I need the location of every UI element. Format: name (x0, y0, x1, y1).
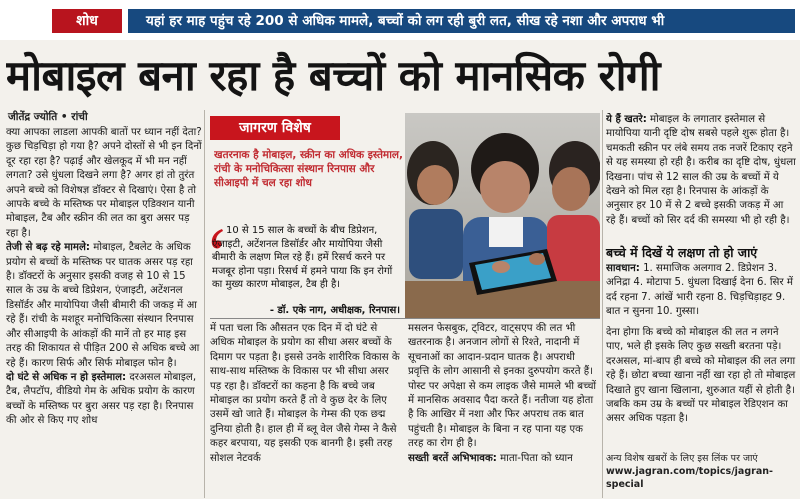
intro-paragraph: क्या आपका लाडला आपकी बातों पर ध्यान नहीं देता? कुछ चिड़चिड़ा हो गया है? अपने दोस्तों से भी इन दिनों दूर रहा रहा है? पढ़ाई और खेलकूद में भी मन नहीं लगता? उसे धुंधला दिखने लगा है? अगर हां तो तुरंत अपने बच्चे को विशेषज्ञ डॉक्टर से दिखाएं। ऐसा है तो आपके बच्चे के मस्तिष्क पर मोबाइल एडिक्शन यानी मोबाइल, टैब और स्क्रीन की लत का बुरा असर पड़ रहा है। (6, 127, 202, 239)
promo-link[interactable]: www.jagran.com/topics/jagran-special (606, 466, 773, 490)
paragraph-cases: मोबाइल, टैबलेट के अधिक प्रयोग से बच्चों के मस्तिष्क पर घातक असर पड़ रहा है। डॉक्टरों के अनुसार इसकी वजह से 10 से 15 साल के उम्र के बच्चे डिप्रेशन, एंजाइटी, अटेंशनल डिसॉर्डर और मायोपिया जैसी बीमारी की जकड़ में आ रहे हैं। रांची के मशहूर मनोचिकित्सा संस्थान रिनपास और सीआइपी के आंकड़ों की मानें तो हर माह इस तरह की शिकायत से पीड़ित 200 से अधिक बच्चे आ रहे हैं। कारण सिर्फ और सिर्फ मोबाइल फोन है। (6, 242, 200, 369)
paragraph-col2: में पता चला कि औसतन एक दिन में दो घंटे से अधिक मोबाइल के प्रयोग का सीधा असर बच्चों के दिमाग पर पड़ता है। इससे उनके शारीरिक विकास के साथ-साथ मस्तिष्क के विकास पर भी सीधा असर पड़ रहा है। डॉक्टरों का कहना है कि बच्चे जब मोबाइल का प्रयोग करते हैं तो वे कुछ देर के लिए उसमें खो जाते हैं। मोबाइल के गेम्स की एक छद्म दुनिया होती है। हाल ही में ब्लू वेल जैसे गेम्स ने कैसे कहर बरपाया, यह इसकी एक बानगी है। इसी तरह सोशल नेटवर्क (210, 323, 400, 464)
panel-bottom-rule (210, 318, 600, 319)
paragraph-dangers: मोबाइल के लगातार इस्तेमाल से मायोपिया यानी दृष्टि दोष सबसे पहले शुरू होता है। चमकती स्क्रीन पर लंबे समय तक नजरें टिकाए रहने से यह समस्या हो रही है। करीब का दृष्टि दोष, धुंधला दिखना। पांच से 12 साल की उम्र के बच्चों में ये देखने को मिल रहा है। रिनपास के आंकड़ों के अनुसार हर 10 में से 2 बच्चे इसकी जकड़ में आ रहे हैं। बच्चों को सिर दर्द की समस्या भी हो रही है। (606, 114, 796, 226)
column-divider (602, 110, 603, 498)
column-4 (606, 113, 796, 243)
quote-text: 10 से 15 साल के बच्चों के बीच डिप्रेशन, एंजाइटी, अटेंशनल डिसॉर्डर और मायोपिया जैसी बीमारी के लक्षण मिल रहे हैं। हमें रिसर्च करने पर मजबूर होना पड़ा। रिसर्च में हमने पाया कि इन रोगों का मुख्य कारण मोबाइल, टैब ही है। (212, 225, 393, 291)
kicker-line: यहां हर माह पहुंच रहे 200 से अधिक मामले, बच्चों को लग रही बुरी लत, सीख रहे नशा और अपराध भी (128, 9, 795, 33)
column-2 (210, 322, 400, 498)
column-6 (606, 326, 796, 438)
symptoms-list (606, 262, 796, 322)
promo-box (606, 452, 796, 491)
special-label: जागरण विशेष (210, 116, 340, 140)
special-deck: खतरनाक है मोबाइल, स्क्रीन का अधिक इस्तेमाल, रांची के मनोचिकित्सा संस्थान रिनपास और सीआइपी में चल रहा शोध (214, 149, 404, 189)
column-divider (204, 110, 205, 498)
paragraph-col3: मसलन फेसबुक, ट्विटर, वाट्सएप की लत भी खतरनाक है। अनजान लोगों से रिश्ते, नादानी में सूचनाओं का आदान-प्रदान घातक है। अपराधी प्रवृत्ति के लोग आसानी से इनका दुरुपयोग करते हैं। पोस्ट पर अपेक्षा से कम लाइक जैसे मामले भी बच्चों में मानसिक अवसाद पैदा करते हैं। नतीजा यह होता है कि आखिर में नशा और फिर अपराध तक बात पहुंचती है। मोबाइल के बिना न रह पाना यह एक तरह का रोग ही है। (408, 323, 597, 450)
headline: मोबाइल बना रहा है बच्चों को मानसिक रोगी (6, 51, 661, 100)
paragraph-col6: देना होगा कि बच्चे को मोबाइल की लत न लगने पाए, भले ही इसके लिए कुछ सख्ती बरतना पड़े। दरअसल, मां-बाप ही बच्चे को मोबाइल की लत लगा रहे हैं। छोटा बच्चा खाना नहीं खा रहा हो तो मोबाइल दिखाते हुए खाना खिलाना, शुरुआत यहीं से होती है। जबकि कम उम्र के बच्चों पर मोबाइल रेडिएशन का असर अधिक पड़ता है। (606, 327, 796, 425)
top-strip (0, 0, 800, 40)
paragraph-usage: दरअसल मोबाइल, टैब, लैपटॉप, वीडियो गेम के अधिक प्रयोग के कारण बच्चों के मस्तिष्क पर बुरा असर पड़ रहा है। रिनपास की ओर से किए गए शोध (6, 371, 197, 427)
symptoms-heading: बच्चे में दिखें ये लक्षण तो हो जाएं (606, 245, 758, 260)
subhead-dangers: ये हैं खतरे: (606, 114, 647, 125)
expert-quote (212, 224, 394, 294)
byline: जीतेंद्र ज्योति • रांची (8, 111, 88, 123)
subhead-parents: सख्ती बरतें अभिभावक: (408, 452, 497, 464)
subhead-cases-rising: तेजी से बढ़ रहे मामले: (6, 242, 91, 254)
column-3 (408, 322, 598, 498)
quote-attribution: - डॉ. एके नाग, अधीक्षक, रिनपास। (269, 305, 400, 316)
section-tag: शोध (52, 9, 122, 33)
children-with-tablet-photo (405, 113, 600, 318)
symptoms-items: 1. समाजिक अलगाव 2. डिप्रेशन 3. अनिद्रा 4. मोटापा 5. धुंधला दिखाई देना 6. सिर में दर्द रहना 7. आंखें भारी रहना 8. चिड़चिड़ाहट 9. बात न सुनना 10. गुस्सा। (606, 263, 793, 318)
symptoms-lead: सावधान: (606, 263, 640, 274)
promo-line: अन्य विशेष खबरों के लिए इस लिंक पर जाएं (606, 453, 758, 464)
paragraph-col3-tail: माता-पिता को ध्यान (500, 452, 573, 464)
subhead-two-hours: दो घंटे से अधिक न हो इस्तेमाल: (6, 371, 127, 383)
column-1 (6, 126, 202, 498)
